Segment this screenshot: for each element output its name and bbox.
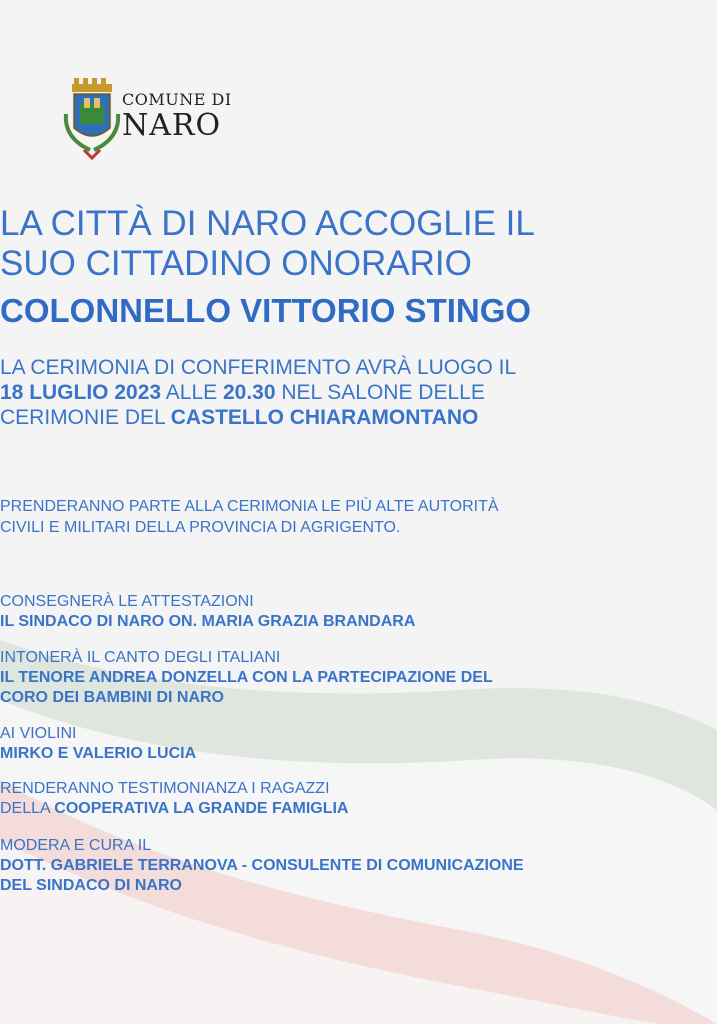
program-label: INTONERÀ IL CANTO DEGLI ITALIANI [0,649,281,666]
ceremony-time: 20.30 [222,381,276,404]
program-label: MODERA E CURA IL [0,837,152,854]
ceremony-line2 [0,380,717,405]
logo-naro: NARO [122,108,222,143]
program-line [0,799,717,819]
comune-logo [60,78,240,163]
program-item-violini [0,724,717,764]
ceremony-line1: LA CERIMONIA DI CONFERIMENTO AVRÀ LUOGO IL [0,356,517,379]
ceremony-venue: CASTELLO CHIARAMONTANO [170,406,479,429]
program-item-attestazioni [0,592,717,632]
ceremony-info [0,355,717,430]
ceremony-line3 [0,405,717,430]
program-value: COOPERATIVA LA GRANDE FAMIGLIA [54,800,349,817]
authorities-info [0,496,717,538]
honoree-name: COLONNELLO VITTORIO STINGO [0,292,532,329]
program-value: IL TENORE ANDREA DONZELLA CON LA PARTECIPAZIONE DEL [0,669,493,686]
program-label: CONSEGNERÀ LE ATTESTAZIONI [0,593,254,610]
program-value: DOTT. GABRIELE TERRANOVA - CONSULENTE DI COMUNICAZIONE [0,857,524,874]
program-value: CORO DEI BAMBINI DI NARO [0,689,224,706]
program-value: IL SINDACO DI NARO ON. MARIA GRAZIA BRANDARA [0,613,416,630]
logo-comune-di: COMUNE DI [122,90,232,109]
program-item-testimonianza [0,779,717,819]
headline [0,204,717,284]
headline-line1: LA CITTÀ DI NARO ACCOGLIE IL [0,204,535,243]
headline-line2: SUO CITTADINO ONORARIO [0,244,472,283]
authorities-line2: CIVILI E MILITARI DELLA PROVINCIA DI AGRIGENTO. [0,519,401,536]
program-item-moderatore [0,836,717,896]
program-item-canto [0,648,717,708]
program-prefix: DELLA [0,800,55,817]
crest-icon [60,78,124,163]
ceremony-date: 18 LUGLIO 2023 [0,381,162,404]
ceremony-at: ALLE [161,381,223,404]
ceremony-place-prefix: NEL SALONE DELLE [275,381,485,404]
program-value: MIRKO E VALERIO LUCIA [0,745,197,762]
program-label: RENDERANNO TESTIMONIANZA I RAGAZZI [0,780,330,797]
authorities-line1: PRENDERANNO PARTE ALLA CERIMONIA LE PIÙ ALTE AUTORITÀ [0,498,499,515]
program-label: AI VIOLINI [0,725,77,742]
program-value: DEL SINDACO DI NARO [0,877,182,894]
ceremony-line3-prefix: CERIMONIE DEL [0,406,171,429]
